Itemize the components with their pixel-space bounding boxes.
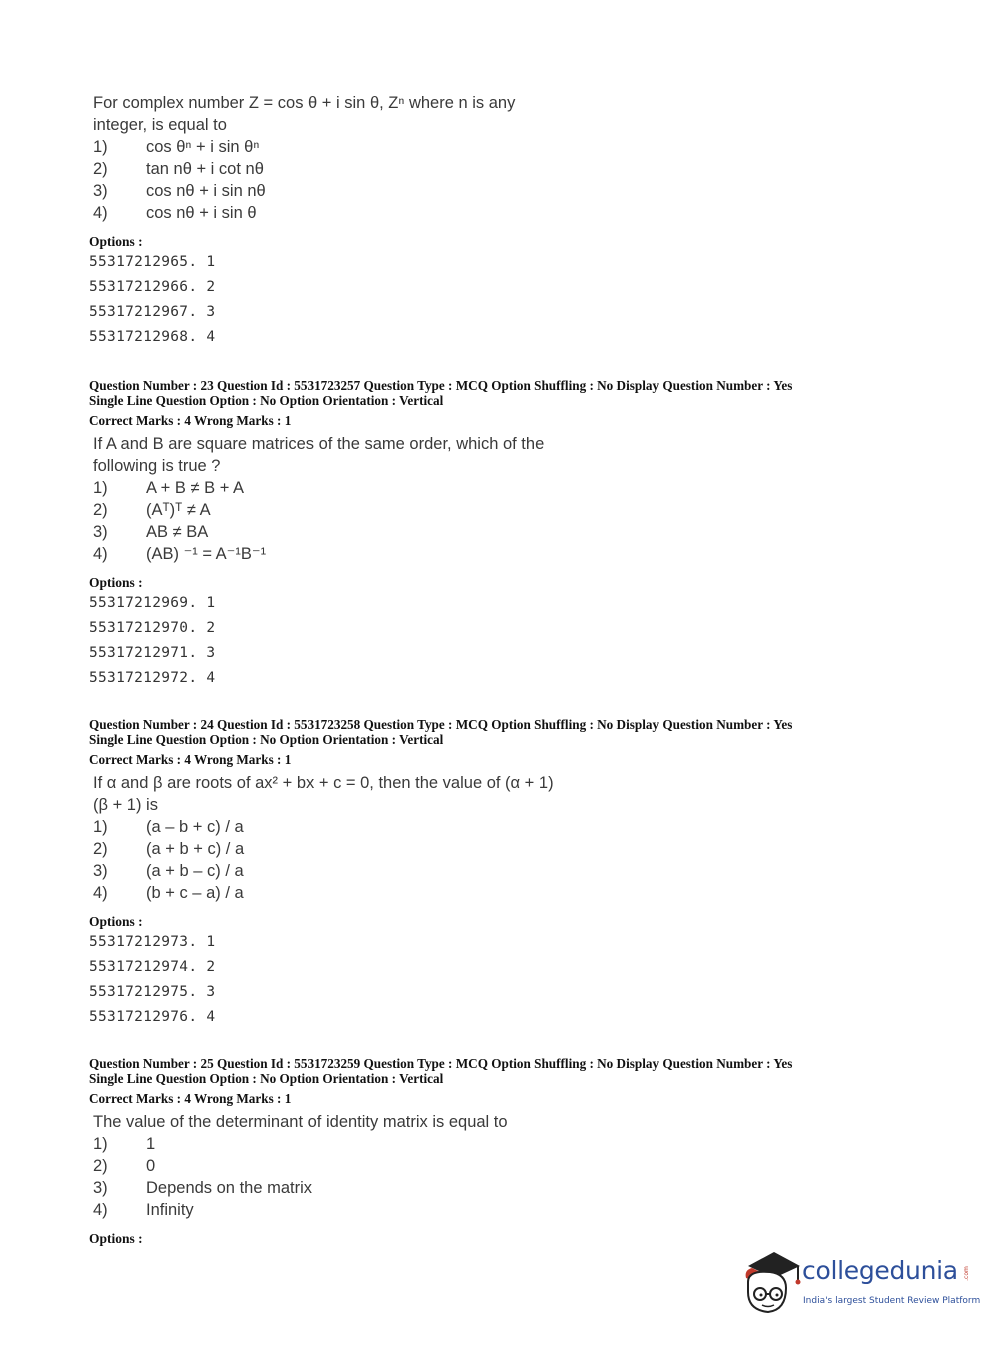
choice-row	[89, 158, 909, 180]
question-stem: integer, is equal to	[93, 116, 227, 134]
option-id: 55317212971. 3	[89, 645, 216, 661]
choice-row	[89, 499, 909, 521]
choice-number: 2)	[93, 1157, 108, 1175]
choice-row	[89, 543, 909, 565]
choice-row	[89, 1199, 909, 1221]
choice-number: 4)	[93, 204, 108, 222]
options-label: Options :	[89, 1231, 143, 1246]
options-label: Options :	[89, 575, 143, 590]
logo-domain: .com	[962, 1266, 970, 1281]
choice-number: 2)	[93, 840, 108, 858]
option-id: 55317212972. 4	[89, 670, 216, 686]
option-id: 55317212969. 1	[89, 595, 216, 611]
choice-row	[89, 202, 909, 224]
options-label: Options :	[89, 914, 143, 929]
choice-text: cos nθ + i sin nθ	[146, 182, 266, 200]
choice-text: AB ≠ BA	[146, 523, 209, 541]
choice-text: (a – b + c) / a	[146, 818, 244, 836]
choice-number: 1)	[93, 138, 108, 156]
choice-number: 1)	[93, 1135, 108, 1153]
choice-row	[89, 838, 909, 860]
choice-text: A + B ≠ B + A	[146, 479, 245, 497]
choice-text: (Aᵀ)ᵀ ≠ A	[146, 501, 211, 519]
collegedunia-logo[interactable]	[740, 1248, 981, 1318]
marks-line: Correct Marks : 4 Wrong Marks : 1	[89, 752, 292, 767]
choice-row	[89, 1177, 909, 1199]
choice-text: (a + b – c) / a	[146, 862, 244, 880]
choice-number: 4)	[93, 545, 108, 563]
choice-text: cos θⁿ + i sin θⁿ	[146, 138, 260, 156]
option-id: 55317212965. 1	[89, 254, 216, 270]
choice-row	[89, 521, 909, 543]
question-25-block	[89, 1056, 909, 1247]
choice-row	[89, 477, 909, 499]
choice-text: (AB) ⁻¹ = A⁻¹B⁻¹	[146, 545, 267, 563]
question-meta: Single Line Question Option : No Option Orientation : Vertical	[89, 732, 444, 747]
choice-number: 1)	[93, 818, 108, 836]
logo-tagline: India's largest Student Review Platform	[803, 1296, 981, 1306]
option-id: 55317212968. 4	[89, 329, 216, 345]
choice-number: 2)	[93, 501, 108, 519]
question-22-block	[89, 92, 909, 350]
choice-text: 1	[146, 1135, 156, 1153]
choice-text: tan nθ + i cot nθ	[146, 160, 264, 178]
choice-number: 4)	[93, 1201, 108, 1219]
question-meta: Single Line Question Option : No Option Orientation : Vertical	[89, 393, 444, 408]
question-stem: following is true ?	[93, 457, 221, 475]
choice-number: 2)	[93, 160, 108, 178]
question-stem: The value of the determinant of identity matrix is equal to	[93, 1113, 508, 1131]
choice-text: Depends on the matrix	[146, 1179, 313, 1197]
question-stem: (β + 1) is	[93, 796, 158, 814]
choice-row	[89, 136, 909, 158]
choice-row	[89, 1133, 909, 1155]
option-id: 55317212975. 3	[89, 984, 216, 1000]
choice-row	[89, 816, 909, 838]
choice-text: Infinity	[146, 1201, 194, 1219]
question-stem: For complex number Z = cos θ + i sin θ, Zⁿ where n is any	[93, 94, 516, 112]
choice-number: 3)	[93, 1179, 108, 1197]
question-stem: If A and B are square matrices of the same order, which of the	[93, 435, 545, 453]
option-id: 55317212976. 4	[89, 1009, 216, 1025]
option-id: 55317212973. 1	[89, 934, 216, 950]
question-meta: Single Line Question Option : No Option Orientation : Vertical	[89, 1071, 444, 1086]
question-stem: If α and β are roots of ax² + bx + c = 0, then the value of (α + 1)	[93, 774, 554, 792]
logo-wordmark: collegedunia	[802, 1256, 958, 1285]
choice-text: (a + b + c) / a	[146, 840, 245, 858]
choice-text: 0	[146, 1157, 156, 1175]
choice-text: (b + c – a) / a	[146, 884, 244, 902]
option-id: 55317212967. 3	[89, 304, 216, 320]
choice-number: 3)	[93, 523, 108, 541]
choice-number: 3)	[93, 182, 108, 200]
choice-row	[89, 882, 909, 904]
choice-row	[89, 180, 909, 202]
question-meta: Question Number : 24 Question Id : 5531723258 Question Type : MCQ Option Shuffling : No Display Question Number : Yes	[89, 717, 793, 732]
marks-line: Correct Marks : 4 Wrong Marks : 1	[89, 413, 292, 428]
question-meta: Question Number : 23 Question Id : 5531723257 Question Type : MCQ Option Shuffling : No Display Question Number : Yes	[89, 378, 793, 393]
choice-row	[89, 860, 909, 882]
choice-text: cos nθ + i sin θ	[146, 204, 257, 222]
question-24-block	[89, 717, 909, 1030]
choice-number: 1)	[93, 479, 108, 497]
mascot-icon	[740, 1248, 802, 1318]
marks-line: Correct Marks : 4 Wrong Marks : 1	[89, 1091, 292, 1106]
question-23-block	[89, 378, 909, 691]
choice-number: 4)	[93, 884, 108, 902]
option-id: 55317212974. 2	[89, 959, 216, 975]
option-id: 55317212970. 2	[89, 620, 216, 636]
option-id: 55317212966. 2	[89, 279, 216, 295]
choice-row	[89, 1155, 909, 1177]
question-meta: Question Number : 25 Question Id : 5531723259 Question Type : MCQ Option Shuffling : No Display Question Number : Yes	[89, 1056, 793, 1071]
choice-number: 3)	[93, 862, 108, 880]
options-label: Options :	[89, 234, 143, 249]
